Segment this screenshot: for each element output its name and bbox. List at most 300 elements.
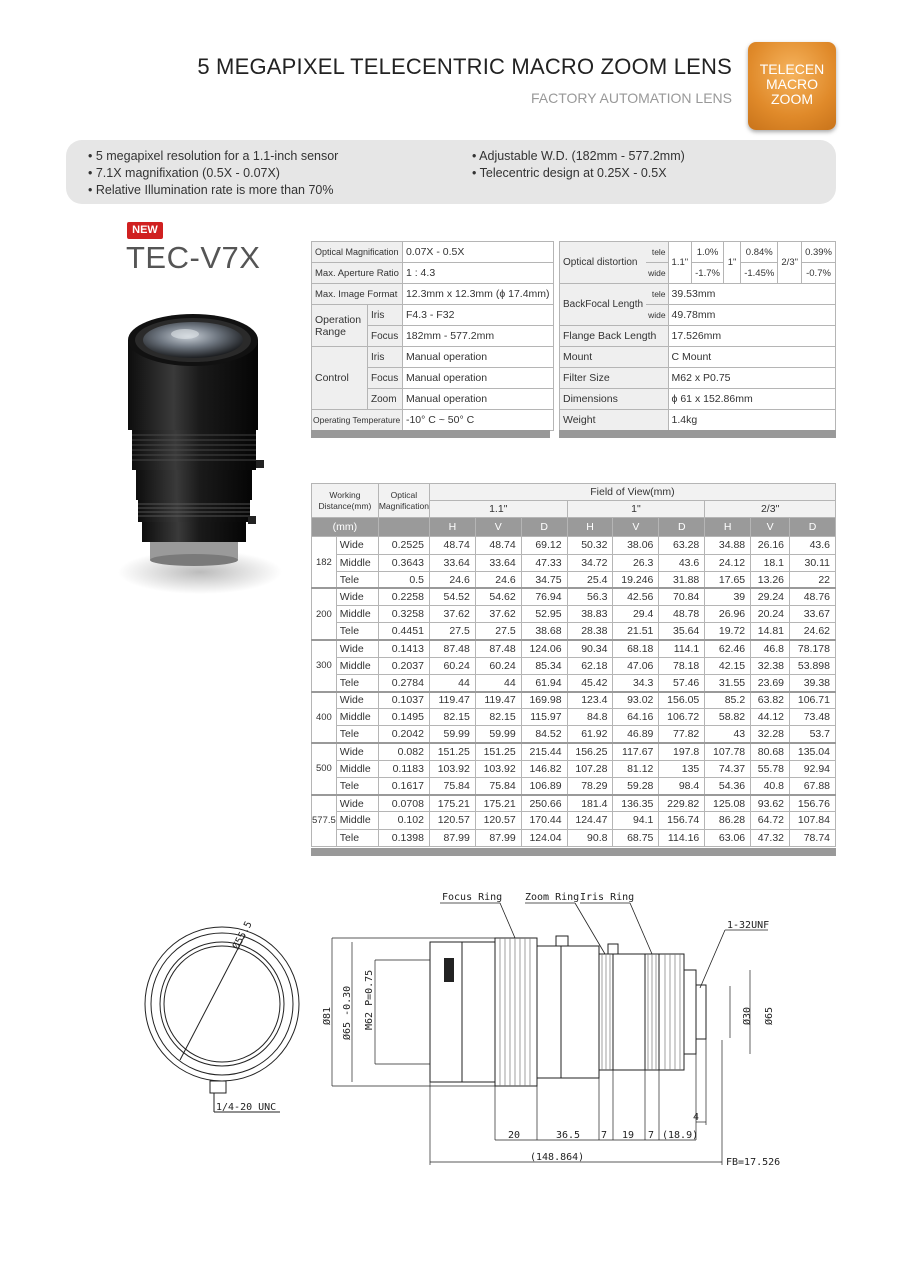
fov-value-cell: 29.4 <box>613 606 659 623</box>
fov-value-cell: 84.8 <box>567 709 613 726</box>
feature-item: • 5 megapixel resolution for a 1.1-inch sensor <box>88 149 339 163</box>
working-distance-cell: 577.5 <box>312 795 337 847</box>
fov-value-cell: 57.46 <box>659 674 705 691</box>
spec-label: Control <box>312 347 368 410</box>
spec-label: Operation Range <box>312 305 368 347</box>
fov-value-cell: 156.74 <box>659 812 705 829</box>
feature-list-right <box>472 148 685 182</box>
fov-value-cell: 181.4 <box>567 795 613 812</box>
magnification-cell: 0.2784 <box>378 674 429 691</box>
zoom-position-cell: Middle <box>336 657 378 674</box>
fov-value-cell: 31.55 <box>705 674 751 691</box>
fov-value-cell: 87.48 <box>475 640 521 657</box>
label-zoom-ring: Zoom Ring <box>525 892 580 903</box>
table-row <box>312 795 836 812</box>
fov-value-cell: 38.06 <box>613 537 659 554</box>
fov-value-cell: 229.82 <box>659 795 705 812</box>
working-distance-cell: 200 <box>312 588 337 640</box>
fov-value-cell: 47.06 <box>613 657 659 674</box>
spec-value: 39.53mm <box>668 284 835 305</box>
magnification-cell: 0.1398 <box>378 829 429 846</box>
fov-value-cell: 90.34 <box>567 640 613 657</box>
fov-value-cell: 82.15 <box>475 709 521 726</box>
fov-value-cell: 23.69 <box>751 674 790 691</box>
fov-value-cell: 44 <box>475 674 521 691</box>
spec-label: BackFocal Length <box>560 284 647 326</box>
spec-sublabel: Focus <box>368 368 403 389</box>
table-row <box>312 657 836 674</box>
fov-value-cell: 47.33 <box>521 554 567 571</box>
fov-value-cell: 39.38 <box>790 674 836 691</box>
fov-value-cell: 80.68 <box>751 743 790 760</box>
fov-value-cell: 46.89 <box>613 726 659 743</box>
fov-value-cell: 32.28 <box>751 726 790 743</box>
magnification-cell: 0.2258 <box>378 588 429 605</box>
fov-value-cell: 38.68 <box>521 623 567 640</box>
fov-value-cell: 114.16 <box>659 829 705 846</box>
header-field-of-view: Field of View(mm) <box>429 484 835 501</box>
fov-value-cell: 34.88 <box>705 537 751 554</box>
fov-value-cell: 59.28 <box>613 778 659 795</box>
spec-sublabel: Zoom <box>368 389 403 410</box>
zoom-position-cell: Wide <box>336 692 378 709</box>
spec-value: 1.4kg <box>668 410 835 431</box>
table-row <box>312 623 836 640</box>
fov-value-cell: 175.21 <box>429 795 475 812</box>
fov-value-cell: 60.24 <box>429 657 475 674</box>
dim-mount-thread: 1/4-20 UNC <box>216 1102 277 1113</box>
fov-value-cell: 85.34 <box>521 657 567 674</box>
fov-value-cell: 20.24 <box>751 606 790 623</box>
zoom-position-cell: Tele <box>336 726 378 743</box>
table-row <box>312 760 836 777</box>
fov-value-cell: 62.18 <box>567 657 613 674</box>
fov-value-cell: 54.62 <box>475 588 521 605</box>
new-badge: NEW <box>127 222 163 239</box>
spec-value: Manual operation <box>402 368 553 389</box>
magnification-cell: 0.2037 <box>378 657 429 674</box>
badge-line-3: ZOOM <box>771 91 813 107</box>
category-badge <box>748 42 836 130</box>
spec-label: Mount <box>560 347 669 368</box>
magnification-cell: 0.1413 <box>378 640 429 657</box>
table-row <box>312 709 836 726</box>
fov-value-cell: 125.08 <box>705 795 751 812</box>
fov-value-cell: 55.78 <box>751 760 790 777</box>
fov-value-cell: 42.56 <box>613 588 659 605</box>
wide-label: wide <box>646 263 668 284</box>
label-iris-ring: Iris Ring <box>580 892 635 903</box>
table-row <box>312 829 836 846</box>
spec-sublabel: Iris <box>368 347 403 368</box>
fov-value-cell: 29.24 <box>751 588 790 605</box>
dim-outer-diameter: Ø81 <box>322 1006 333 1025</box>
spec-label: Optical Magnification <box>312 242 403 263</box>
dimension-drawing <box>130 880 830 1180</box>
fov-value-cell: 19.72 <box>705 623 751 640</box>
spec-table-left <box>311 241 554 431</box>
spec-label: Operating Temperature <box>312 410 403 431</box>
zoom-position-cell: Wide <box>336 640 378 657</box>
fov-value-cell: 215.44 <box>521 743 567 760</box>
fov-value-cell: 62.46 <box>705 640 751 657</box>
table-row <box>312 674 836 691</box>
fov-value-cell: 94.1 <box>613 812 659 829</box>
fov-value-cell: 93.02 <box>613 692 659 709</box>
dim-front-diameter: Ø55.5 <box>230 919 255 952</box>
table-row <box>312 778 836 795</box>
spec-value: 182mm - 577.2mm <box>402 326 553 347</box>
fov-value-cell: 42.15 <box>705 657 751 674</box>
magnification-cell: 0.1183 <box>378 760 429 777</box>
fov-value-cell: 86.28 <box>705 812 751 829</box>
dim-length-20: 20 <box>508 1130 521 1141</box>
fov-value-cell: 64.72 <box>751 812 790 829</box>
magnification-cell: 0.3258 <box>378 606 429 623</box>
distortion-value: 0.39% <box>802 242 836 263</box>
table-row <box>312 554 836 571</box>
magnification-cell: 0.082 <box>378 743 429 760</box>
fov-value-cell: 114.1 <box>659 640 705 657</box>
zoom-position-cell: Middle <box>336 554 378 571</box>
header-working-distance: Working Distance(mm) <box>312 484 379 518</box>
magnification-cell: 0.1617 <box>378 778 429 795</box>
fov-value-cell: 37.62 <box>429 606 475 623</box>
distortion-value: -0.7% <box>802 263 836 284</box>
fov-value-cell: 119.47 <box>429 692 475 709</box>
fov-value-cell: 63.82 <box>751 692 790 709</box>
table-row <box>312 571 836 588</box>
fov-value-cell: 120.57 <box>429 812 475 829</box>
magnification-cell: 0.102 <box>378 812 429 829</box>
fov-value-cell: 63.06 <box>705 829 751 846</box>
fov-value-cell: 78.29 <box>567 778 613 795</box>
fov-value-cell: 27.5 <box>429 623 475 640</box>
fov-value-cell: 76.94 <box>521 588 567 605</box>
fov-value-cell: 136.35 <box>613 795 659 812</box>
fov-value-cell: 124.04 <box>521 829 567 846</box>
spec-label: Weight <box>560 410 669 431</box>
label-focus-ring: Focus Ring <box>442 892 503 903</box>
fov-value-cell: 24.62 <box>790 623 836 640</box>
dim-total-length: (148.864) <box>530 1152 585 1163</box>
table-footer-bar <box>311 430 550 438</box>
table-row <box>312 812 836 829</box>
fov-value-cell: 28.38 <box>567 623 613 640</box>
wide-label: wide <box>646 305 668 326</box>
dim-filter-thread: M62 P=0.75 <box>364 969 375 1030</box>
dim-rear-outer: Ø65 <box>764 1006 775 1025</box>
lens-product-image <box>110 300 290 600</box>
header-d: D <box>659 518 705 537</box>
fov-value-cell: 82.15 <box>429 709 475 726</box>
dim-length-7: 7 <box>648 1130 655 1141</box>
zoom-position-cell: Wide <box>336 743 378 760</box>
table-footer-bar <box>311 848 836 856</box>
fov-value-cell: 67.88 <box>790 778 836 795</box>
spec-value: 17.526mm <box>668 326 835 347</box>
zoom-position-cell: Wide <box>336 795 378 812</box>
spec-label: Filter Size <box>560 368 669 389</box>
fov-value-cell: 87.99 <box>475 829 521 846</box>
zoom-position-cell: Middle <box>336 812 378 829</box>
fov-value-cell: 68.75 <box>613 829 659 846</box>
fov-value-cell: 43 <box>705 726 751 743</box>
fov-value-cell: 25.4 <box>567 571 613 588</box>
fov-value-cell: 81.12 <box>613 760 659 777</box>
fov-value-cell: 73.48 <box>790 709 836 726</box>
fov-value-cell: 124.06 <box>521 640 567 657</box>
fov-value-cell: 63.28 <box>659 537 705 554</box>
zoom-position-cell: Tele <box>336 829 378 846</box>
feature-item: • Telecentric design at 0.25X - 0.5X <box>472 166 667 180</box>
table-row <box>312 726 836 743</box>
magnification-cell: 0.0708 <box>378 795 429 812</box>
fov-value-cell: 169.98 <box>521 692 567 709</box>
fov-value-cell: 75.84 <box>475 778 521 795</box>
fov-value-cell: 250.66 <box>521 795 567 812</box>
table-footer-bar <box>559 430 836 438</box>
fov-value-cell: 93.62 <box>751 795 790 812</box>
feature-box <box>66 140 836 204</box>
fov-value-cell: 77.82 <box>659 726 705 743</box>
fov-value-cell: 59.99 <box>429 726 475 743</box>
working-distance-cell: 400 <box>312 692 337 744</box>
fov-value-cell: 40.8 <box>751 778 790 795</box>
sensor-label: 2/3" <box>778 242 802 284</box>
fov-value-cell: 85.2 <box>705 692 751 709</box>
fov-value-cell: 19.246 <box>613 571 659 588</box>
header-v: V <box>475 518 521 537</box>
header-sensor: 1.1" <box>429 501 567 518</box>
working-distance-cell: 500 <box>312 743 337 795</box>
fov-value-cell: 18.1 <box>751 554 790 571</box>
spec-sublabel: Focus <box>368 326 403 347</box>
side-view <box>430 936 706 1086</box>
spec-sublabel: Iris <box>368 305 403 326</box>
fov-value-cell: 33.64 <box>429 554 475 571</box>
table-row <box>312 537 836 554</box>
zoom-position-cell: Wide <box>336 588 378 605</box>
zoom-position-cell: Middle <box>336 760 378 777</box>
fov-value-cell: 27.5 <box>475 623 521 640</box>
field-of-view-table <box>311 483 836 847</box>
spec-value: F4.3 - F32 <box>402 305 553 326</box>
fov-value-cell: 146.82 <box>521 760 567 777</box>
fov-value-cell: 38.83 <box>567 606 613 623</box>
fov-value-cell: 107.78 <box>705 743 751 760</box>
header-d: D <box>790 518 836 537</box>
header-h: H <box>705 518 751 537</box>
spec-value: 12.3mm x 12.3mm (ϕ 17.4mm) <box>402 284 553 305</box>
fov-value-cell: 48.78 <box>659 606 705 623</box>
zoom-position-cell: Middle <box>336 709 378 726</box>
fov-value-cell: 98.4 <box>659 778 705 795</box>
fov-value-cell: 32.38 <box>751 657 790 674</box>
sensor-label: 1" <box>723 242 740 284</box>
fov-value-cell: 30.11 <box>790 554 836 571</box>
spec-label: Max. Aperture Ratio <box>312 263 403 284</box>
zoom-position-cell: Tele <box>336 623 378 640</box>
magnification-cell: 0.1495 <box>378 709 429 726</box>
badge-line-1: TELECEN <box>759 61 825 77</box>
fov-value-cell: 54.52 <box>429 588 475 605</box>
magnification-cell: 0.2525 <box>378 537 429 554</box>
spec-value: M62 x P0.75 <box>668 368 835 389</box>
fov-value-cell: 78.18 <box>659 657 705 674</box>
page-title: 5 MEGAPIXEL TELECENTRIC MACRO ZOOM LENS <box>197 54 732 79</box>
dim-length-36-5: 36.5 <box>556 1130 581 1141</box>
dim-rear-inner: Ø30 <box>742 1006 753 1025</box>
fov-value-cell: 115.97 <box>521 709 567 726</box>
fov-value-cell: 61.94 <box>521 674 567 691</box>
zoom-position-cell: Tele <box>336 674 378 691</box>
fov-value-cell: 24.6 <box>475 571 521 588</box>
fov-value-cell: 33.64 <box>475 554 521 571</box>
zoom-position-cell: Tele <box>336 778 378 795</box>
fov-value-cell: 44.12 <box>751 709 790 726</box>
fov-value-cell: 33.67 <box>790 606 836 623</box>
table-row <box>312 606 836 623</box>
header-optical-magnification: Optical Magnification <box>378 484 429 518</box>
spec-label: Max. Image Format <box>312 284 403 305</box>
fov-value-cell: 197.8 <box>659 743 705 760</box>
fov-value-cell: 56.3 <box>567 588 613 605</box>
fov-value-cell: 103.92 <box>475 760 521 777</box>
page-subtitle: FACTORY AUTOMATION LENS <box>531 90 732 106</box>
fov-value-cell: 37.62 <box>475 606 521 623</box>
distortion-value: -1.7% <box>692 263 724 284</box>
fov-value-cell: 47.32 <box>751 829 790 846</box>
fov-value-cell: 53.7 <box>790 726 836 743</box>
tele-label: tele <box>646 284 668 305</box>
distortion-value: 0.84% <box>741 242 778 263</box>
distortion-value: -1.45% <box>741 263 778 284</box>
fov-value-cell: 78.178 <box>790 640 836 657</box>
zoom-position-cell: Wide <box>336 537 378 554</box>
fov-value-cell: 43.6 <box>790 537 836 554</box>
fov-value-cell: 68.18 <box>613 640 659 657</box>
spec-value: ϕ 61 x 152.86mm <box>668 389 835 410</box>
zoom-position-cell: Middle <box>336 606 378 623</box>
header-v: V <box>751 518 790 537</box>
header-v: V <box>613 518 659 537</box>
header-h: H <box>429 518 475 537</box>
fov-value-cell: 74.37 <box>705 760 751 777</box>
fov-value-cell: 87.99 <box>429 829 475 846</box>
fov-value-cell: 84.52 <box>521 726 567 743</box>
working-distance-cell: 182 <box>312 537 337 589</box>
spec-label: Dimensions <box>560 389 669 410</box>
spec-value: -10° C ~ 50° C <box>402 410 553 431</box>
fov-value-cell: 87.48 <box>429 640 475 657</box>
spec-value: Manual operation <box>402 347 553 368</box>
fov-value-cell: 90.8 <box>567 829 613 846</box>
fov-value-cell: 24.6 <box>429 571 475 588</box>
fov-value-cell: 26.3 <box>613 554 659 571</box>
fov-value-cell: 120.57 <box>475 812 521 829</box>
fov-value-cell: 69.12 <box>521 537 567 554</box>
fov-value-cell: 103.92 <box>429 760 475 777</box>
fov-value-cell: 24.12 <box>705 554 751 571</box>
spec-table-right <box>559 241 836 431</box>
fov-table-body <box>312 537 836 846</box>
fov-value-cell: 123.4 <box>567 692 613 709</box>
fov-value-cell: 31.88 <box>659 571 705 588</box>
header-sensor: 1" <box>567 501 705 518</box>
spec-value: 1 : 4.3 <box>402 263 553 284</box>
fov-value-cell: 34.72 <box>567 554 613 571</box>
feature-item: • Adjustable W.D. (182mm - 577.2mm) <box>472 149 685 163</box>
fov-value-cell: 22 <box>790 571 836 588</box>
fov-value-cell: 13.26 <box>751 571 790 588</box>
working-distance-cell: 300 <box>312 640 337 692</box>
fov-value-cell: 107.84 <box>790 812 836 829</box>
fov-value-cell: 156.25 <box>567 743 613 760</box>
fov-value-cell: 117.67 <box>613 743 659 760</box>
fov-value-cell: 45.42 <box>567 674 613 691</box>
magnification-cell: 0.1037 <box>378 692 429 709</box>
sensor-label: 1.1" <box>668 242 692 284</box>
magnification-cell: 0.2042 <box>378 726 429 743</box>
dim-length-18-9: (18.9) <box>662 1130 699 1141</box>
label-c-mount-thread: 1-32UNF <box>727 920 770 931</box>
dim-diameter-tolerance: Ø65 -0.30 <box>342 985 353 1040</box>
fov-value-cell: 48.74 <box>429 537 475 554</box>
fov-value-cell: 60.24 <box>475 657 521 674</box>
table-row <box>312 588 836 605</box>
fov-value-cell: 106.71 <box>790 692 836 709</box>
fov-value-cell: 106.72 <box>659 709 705 726</box>
fov-value-cell: 43.6 <box>659 554 705 571</box>
fov-value-cell: 35.64 <box>659 623 705 640</box>
feature-list-left <box>88 148 338 199</box>
dim-length-4: 4 <box>693 1112 700 1123</box>
fov-value-cell: 26.96 <box>705 606 751 623</box>
fov-value-cell: 14.81 <box>751 623 790 640</box>
fov-value-cell: 106.89 <box>521 778 567 795</box>
fov-value-cell: 70.84 <box>659 588 705 605</box>
fov-value-cell: 92.94 <box>790 760 836 777</box>
fov-value-cell: 135.04 <box>790 743 836 760</box>
fov-value-cell: 156.76 <box>790 795 836 812</box>
fov-value-cell: 34.75 <box>521 571 567 588</box>
header-sensor: 2/3" <box>705 501 836 518</box>
fov-value-cell: 78.74 <box>790 829 836 846</box>
fov-value-cell: 44 <box>429 674 475 691</box>
fov-value-cell: 64.16 <box>613 709 659 726</box>
fov-value-cell: 75.84 <box>429 778 475 795</box>
front-view <box>145 927 299 1093</box>
fov-value-cell: 52.95 <box>521 606 567 623</box>
header-blank <box>378 518 429 537</box>
tele-label: tele <box>646 242 668 263</box>
header-d: D <box>521 518 567 537</box>
dim-length-19: 19 <box>622 1130 635 1141</box>
fov-value-cell: 119.47 <box>475 692 521 709</box>
fov-value-cell: 124.47 <box>567 812 613 829</box>
fov-value-cell: 156.05 <box>659 692 705 709</box>
fov-value-cell: 48.76 <box>790 588 836 605</box>
fov-value-cell: 50.32 <box>567 537 613 554</box>
fov-value-cell: 135 <box>659 760 705 777</box>
dim-flange-back: FB=17.526 <box>726 1157 781 1168</box>
magnification-cell: 0.3643 <box>378 554 429 571</box>
fov-value-cell: 107.28 <box>567 760 613 777</box>
fov-value-cell: 53.898 <box>790 657 836 674</box>
fov-value-cell: 54.36 <box>705 778 751 795</box>
fov-value-cell: 61.92 <box>567 726 613 743</box>
